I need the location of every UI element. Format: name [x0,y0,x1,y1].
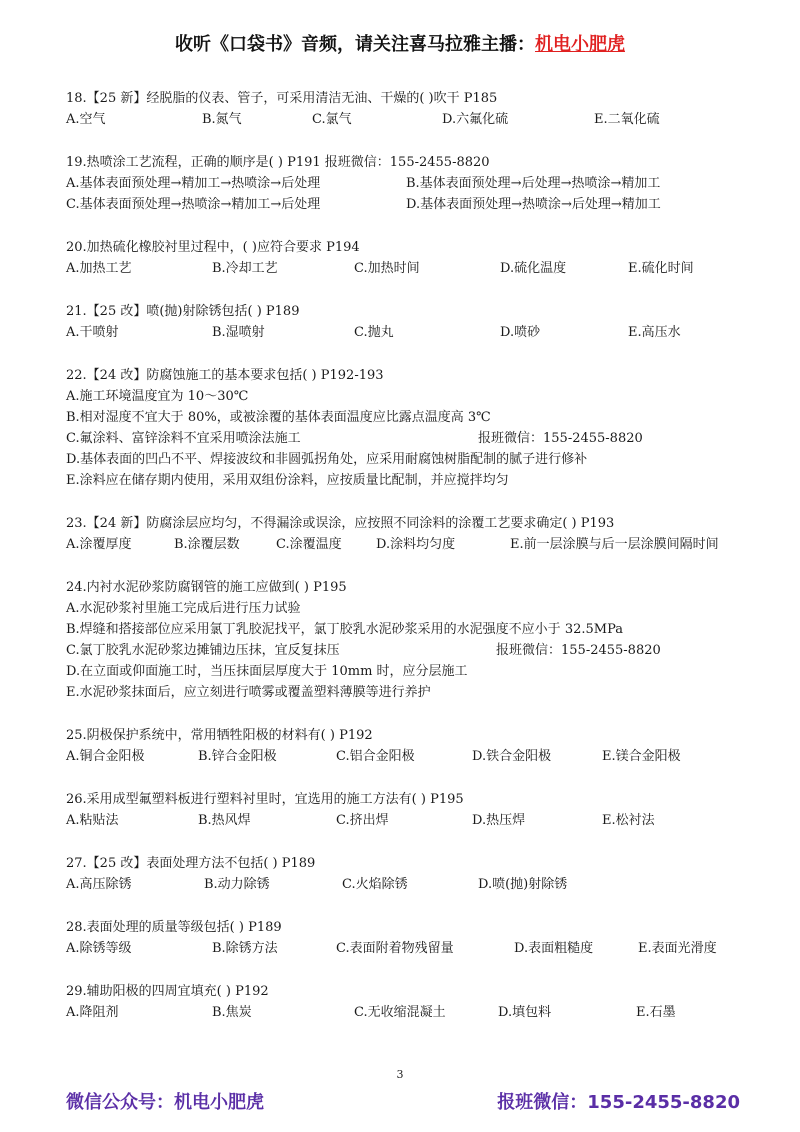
option-c: C.氟涂料、富锌涂料不宜采用喷涂法施工 [66,431,301,446]
option-b: B.基体表面预处理→后处理→热喷涂→精加工 [406,176,661,191]
page-header [0,30,800,56]
option-c: C.加热时间 [354,261,420,276]
question-stem: 25.阴极保护系统中，常用牺牲阳极的材料有( ) P192 [66,728,373,743]
option-b: B.焦炭 [212,1005,252,1020]
option-d: D.喷砂 [500,325,541,340]
question-26 [66,789,766,831]
option-a: A.铜合金阳极 [66,749,145,764]
option-c: C.抛丸 [354,325,394,340]
option-d: D.涂料均匀度 [376,537,456,552]
header-text: 收听《口袋书》音频，请关注喜马拉雅主播： [175,34,535,55]
question-19 [66,152,766,215]
option-a: A.干喷射 [66,325,119,340]
question-24 [66,577,766,703]
question-stem: 21.【25 改】喷(抛)射除锈包括( ) P189 [66,304,300,319]
option-row [66,810,766,831]
option-e: E.高压水 [628,325,681,340]
option-c: C.火焰除锈 [342,877,408,892]
question-20 [66,237,766,279]
option-row [66,938,766,959]
footer-contact: 报班微信：155-2455-8820 [497,1092,740,1113]
option-d: D.六氟化硫 [442,112,509,127]
option-e: E.石墨 [636,1005,676,1020]
option-c: C.涂覆温度 [276,537,342,552]
question-25 [66,725,766,767]
option-b: B.热风焊 [198,813,251,828]
option-b: B.焊缝和搭接部位应采用氯丁乳胶泥找平，氯丁胶乳水泥砂浆采用的水泥强度不应小于 32.5MPa [66,622,623,637]
question-stem: 26.采用成型氟塑料板进行塑料衬里时，宜选用的施工方法有( ) P195 [66,792,464,807]
option-d: D.基体表面预处理→热喷涂→后处理→精加工 [406,197,661,212]
question-stem: 29.辅助阳极的四周宜填充( ) P192 [66,984,269,999]
option-d: D.表面粗糙度 [514,941,594,956]
option-c: C.氯丁胶乳水泥砂浆边摊铺边压抹，宜反复抹压 [66,643,340,658]
option-c: C.无收缩混凝土 [354,1005,446,1020]
option-b: B.涂覆层数 [174,537,240,552]
question-18 [66,88,766,130]
option-b: B.湿喷射 [212,325,265,340]
question-29 [66,981,766,1023]
question-stem: 28.表面处理的质量等级包括( ) P189 [66,920,282,935]
option-row [66,173,766,194]
option-d: D.喷(抛)射除锈 [478,877,568,892]
option-b: B.相对湿度不宜大于 80%，或被涂覆的基体表面温度应比露点温度高 3℃ [66,410,491,425]
option-d: D.硫化温度 [500,261,567,276]
contact-note: 报班微信：155-2455-8820 [496,643,661,658]
option-e: E.表面光滑度 [638,941,717,956]
option-c: C.表面附着物残留量 [336,941,454,956]
option-d: D.热压焊 [472,813,526,828]
option-row [66,322,766,343]
option-row [66,640,766,661]
option-a: A.施工环境温度宜为 10～30℃ [66,389,249,404]
question-stem: 27.【25 改】表面处理方法不包括( ) P189 [66,856,316,871]
option-row [66,109,766,130]
option-b: B.冷却工艺 [212,261,278,276]
option-a: A.水泥砂浆衬里施工完成后进行压力试验 [66,601,301,616]
option-a: A.高压除锈 [66,877,132,892]
question-stem: 24.内衬水泥砂浆防腐钢管的施工应做到( ) P195 [66,580,347,595]
option-d: D.在立面或仰面施工时，当压抹面层厚度大于 10mm 时，应分层施工 [66,664,468,679]
option-e: E.水泥砂浆抹面后，应立刻进行喷雾或覆盖塑料薄膜等进行养护 [66,685,431,700]
option-d: D.填包料 [498,1005,552,1020]
option-a: A.空气 [66,112,106,127]
option-c: C.铝合金阳极 [336,749,415,764]
page-number: 3 [396,1068,404,1081]
option-e: E.硫化时间 [628,261,694,276]
option-a: A.基体表面预处理→精加工→热喷涂→后处理 [66,176,321,191]
option-a: A.降阻剂 [66,1005,119,1020]
question-27 [66,853,766,895]
option-a: A.粘贴法 [66,813,119,828]
option-c: C.挤出焊 [336,813,389,828]
option-a: A.加热工艺 [66,261,132,276]
option-e: E.二氧化硫 [594,112,660,127]
page-footer [66,1088,740,1114]
option-a: A.除锈等级 [66,941,132,956]
option-e: E.前一层涂膜与后一层涂膜间隔时间 [510,537,719,552]
question-stem: 23.【24 新】防腐涂层应均匀，不得漏涂或误涂，应按照不同涂料的涂覆工艺要求确定( ) P193 [66,516,615,531]
question-list [66,88,766,1045]
question-21 [66,301,766,343]
option-a: A.涂覆厚度 [66,537,132,552]
option-d: D.铁合金阳极 [472,749,552,764]
question-stem: 22.【24 改】防腐蚀施工的基本要求包括( ) P192-193 [66,368,384,383]
question-23 [66,513,766,555]
option-b: B.动力除锈 [204,877,270,892]
header-highlight: 机电小肥虎 [535,34,625,55]
option-row [66,258,766,279]
option-e: E.松衬法 [602,813,655,828]
option-b: B.除锈方法 [212,941,278,956]
option-b: B.锌合金阳极 [198,749,277,764]
option-c: C.基体表面预处理→热喷涂→精加工→后处理 [66,197,321,212]
option-row [66,194,766,215]
option-e: E.镁合金阳极 [602,749,681,764]
footer-wechat-account: 微信公众号：机电小肥虎 [66,1092,264,1113]
contact-note: 报班微信：155-2455-8820 [478,431,643,446]
option-row [66,1002,766,1023]
question-stem: 18.【25 新】经脱脂的仪表、管子，可采用清洁无油、干燥的( )吹干 P185 [66,91,498,106]
question-stem: 19.热喷涂工艺流程，正确的顺序是( ) P191 报班微信：155-2455-8820 [66,155,490,170]
option-row [66,534,766,555]
option-row [66,746,766,767]
option-c: C.氯气 [312,112,352,127]
option-e: E.涂料应在储存期内使用，采用双组份涂料，应按质量比配制，并应搅拌均匀 [66,473,509,488]
option-row [66,874,766,895]
question-28 [66,917,766,959]
option-b: B.氮气 [202,112,242,127]
question-stem: 20.加热硫化橡胶衬里过程中，( )应符合要求 P194 [66,240,360,255]
option-row [66,428,766,449]
question-22 [66,365,766,491]
option-d: D.基体表面的凹凸不平、焊接波纹和非圆弧拐角处，应采用耐腐蚀树脂配制的腻子进行修补 [66,452,588,467]
